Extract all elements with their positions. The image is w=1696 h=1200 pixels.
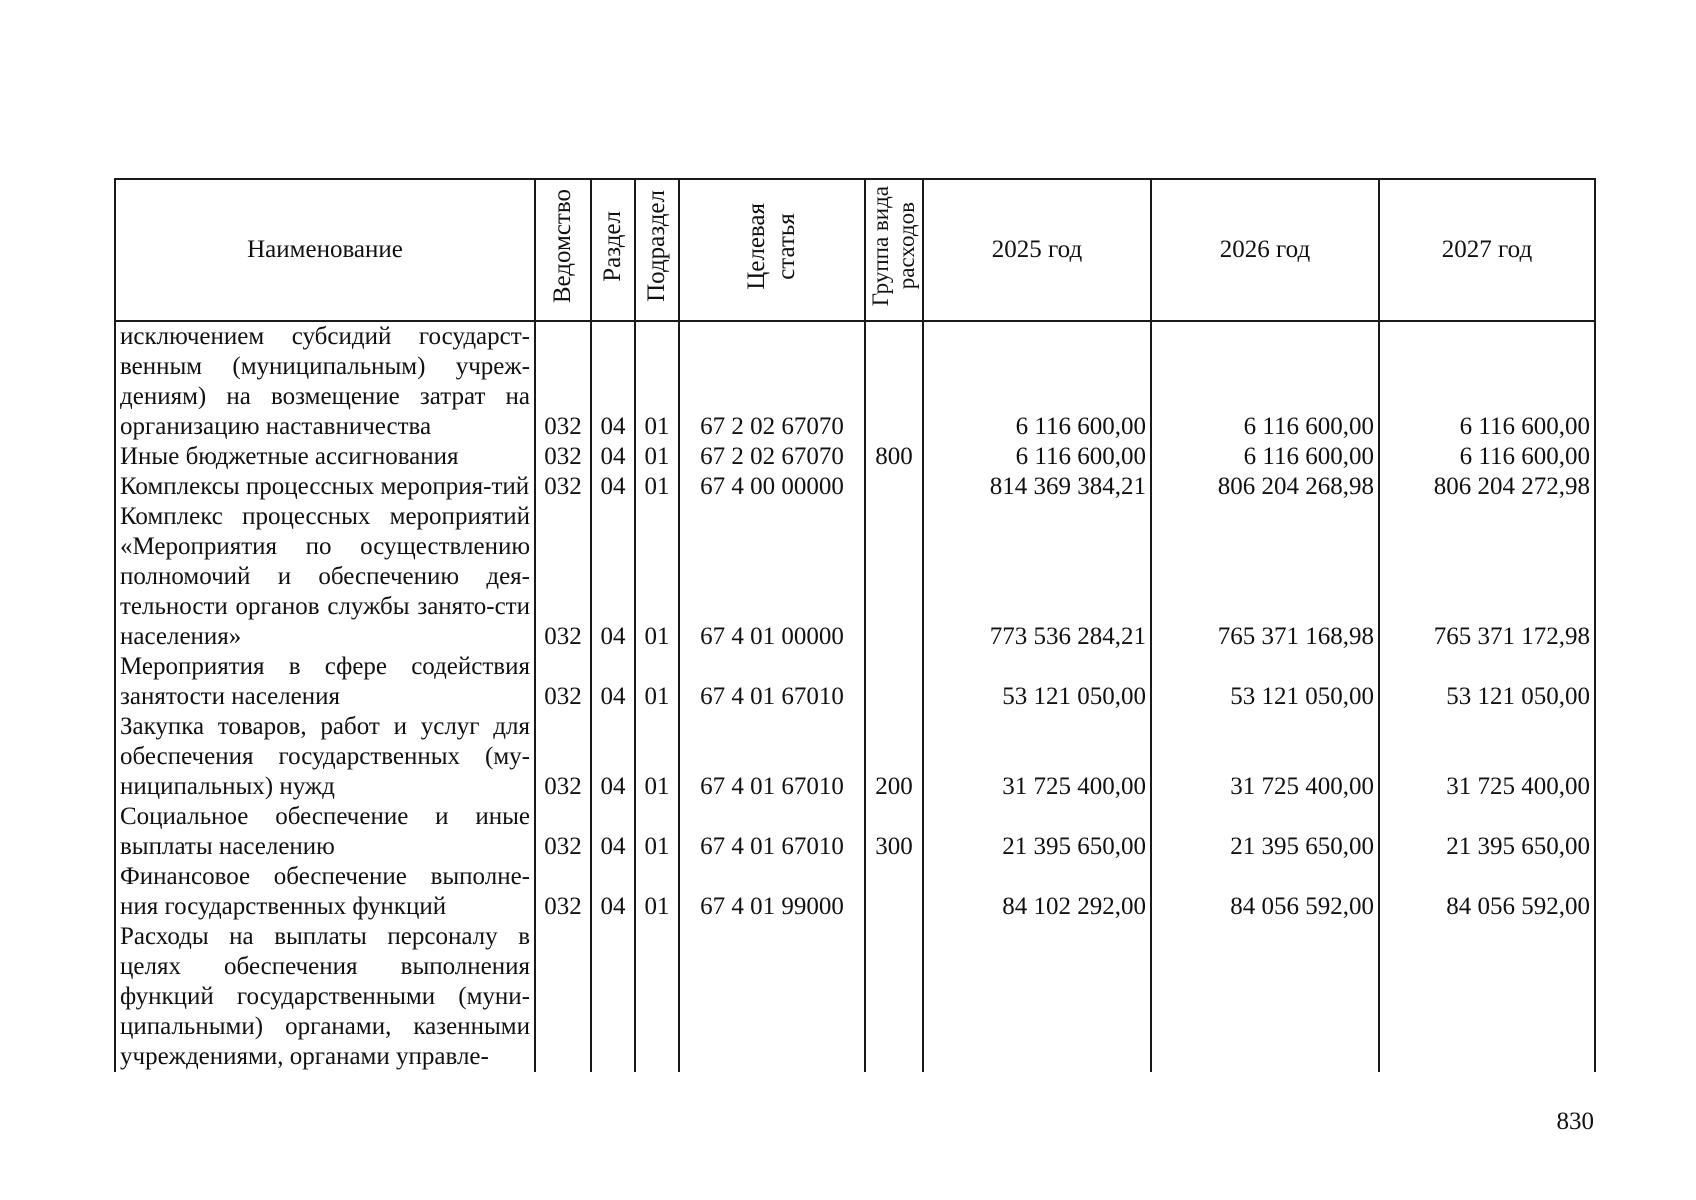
cell-target-article: 67 4 00 00000 [679, 472, 865, 502]
table-row [115, 472, 1595, 502]
cell-expense-group [865, 502, 923, 652]
cell-target-article [679, 922, 865, 1072]
cell-name: исключением субсидий государст-венным (муниципальным) учреж-дениям) на возмещение затрат на организацию наставничества [115, 321, 535, 442]
table-row [115, 802, 1595, 862]
cell-vedomstvo: 032 [535, 802, 591, 862]
cell-razdel: 04 [591, 652, 635, 712]
cell-expense-group [865, 922, 923, 1072]
page-number: 830 [1556, 1108, 1594, 1135]
header-podrazdel: Подраздел [635, 179, 679, 321]
cell-2025: 21 395 650,00 [923, 802, 1151, 862]
cell-2026: 31 725 400,00 [1151, 712, 1379, 802]
cell-podrazdel: 01 [635, 802, 679, 862]
cell-2025: 53 121 050,00 [923, 652, 1151, 712]
budget-table [114, 178, 1596, 1072]
cell-target-article: 67 4 01 67010 [679, 712, 865, 802]
cell-2025: 6 116 600,00 [923, 442, 1151, 472]
cell-name: Иные бюджетные ассигнования [115, 442, 535, 472]
cell-2026: 84 056 592,00 [1151, 862, 1379, 922]
cell-2026: 806 204 268,98 [1151, 472, 1379, 502]
cell-podrazdel: 01 [635, 321, 679, 442]
cell-2027: 765 371 172,98 [1379, 502, 1595, 652]
cell-2026: 765 371 168,98 [1151, 502, 1379, 652]
cell-podrazdel: 01 [635, 862, 679, 922]
cell-razdel: 04 [591, 321, 635, 442]
table-row [115, 922, 1595, 1072]
cell-expense-group: 800 [865, 442, 923, 472]
cell-2026: 21 395 650,00 [1151, 802, 1379, 862]
cell-2026: 6 116 600,00 [1151, 442, 1379, 472]
cell-razdel: 04 [591, 502, 635, 652]
cell-vedomstvo: 032 [535, 502, 591, 652]
cell-2026 [1151, 922, 1379, 1072]
cell-name: Закупка товаров, работ и услуг для обеспечения государственных (му-ниципальных) нужд [115, 712, 535, 802]
header-razdel: Раздел [591, 179, 635, 321]
cell-vedomstvo: 032 [535, 652, 591, 712]
header-2026: 2026 год [1151, 179, 1379, 321]
cell-razdel: 04 [591, 862, 635, 922]
cell-name: Комплексы процессных мероприя-тий [115, 472, 535, 502]
cell-podrazdel: 01 [635, 442, 679, 472]
cell-expense-group [865, 321, 923, 442]
cell-podrazdel [635, 922, 679, 1072]
table-row [115, 862, 1595, 922]
cell-2026: 53 121 050,00 [1151, 652, 1379, 712]
table-row [115, 712, 1595, 802]
table-header-row [115, 179, 1595, 321]
cell-name: Мероприятия в сфере содействия занятости населения [115, 652, 535, 712]
cell-2025: 773 536 284,21 [923, 502, 1151, 652]
cell-expense-group [865, 862, 923, 922]
cell-2027: 21 395 650,00 [1379, 802, 1595, 862]
cell-podrazdel: 01 [635, 502, 679, 652]
cell-name: Финансовое обеспечение выполне-ния государственных функций [115, 862, 535, 922]
header-name: Наименование [115, 179, 535, 321]
cell-vedomstvo: 032 [535, 321, 591, 442]
cell-name: Комплекс процессных мероприятий «Мероприятия по осуществлению полномочий и обеспечению дея-тельности органов службы занято-сти населения» [115, 502, 535, 652]
cell-podrazdel: 01 [635, 472, 679, 502]
cell-razdel: 04 [591, 442, 635, 472]
cell-razdel: 04 [591, 712, 635, 802]
cell-2027: 53 121 050,00 [1379, 652, 1595, 712]
cell-vedomstvo: 032 [535, 862, 591, 922]
cell-expense-group: 300 [865, 802, 923, 862]
cell-2025: 31 725 400,00 [923, 712, 1151, 802]
cell-name: Расходы на выплаты персоналу в целях обеспечения выполнения функций государственными (муни-ципальными) органами, казенными учреждениями, органами управле- [115, 922, 535, 1072]
cell-vedomstvo: 032 [535, 712, 591, 802]
cell-target-article: 67 4 01 00000 [679, 502, 865, 652]
cell-name: Социальное обеспечение и иные выплаты населению [115, 802, 535, 862]
cell-target-article: 67 4 01 67010 [679, 802, 865, 862]
cell-2027: 806 204 272,98 [1379, 472, 1595, 502]
cell-target-article: 67 4 01 67010 [679, 652, 865, 712]
cell-target-article: 67 4 01 99000 [679, 862, 865, 922]
cell-2025: 6 116 600,00 [923, 321, 1151, 442]
cell-expense-group [865, 652, 923, 712]
cell-2027: 6 116 600,00 [1379, 321, 1595, 442]
cell-target-article: 67 2 02 67070 [679, 321, 865, 442]
cell-2025: 814 369 384,21 [923, 472, 1151, 502]
cell-vedomstvo: 032 [535, 472, 591, 502]
header-vedomstvo: Ведомство [535, 179, 591, 321]
cell-2026: 6 116 600,00 [1151, 321, 1379, 442]
cell-vedomstvo [535, 922, 591, 1072]
table-body [115, 321, 1595, 1072]
cell-razdel: 04 [591, 472, 635, 502]
cell-target-article: 67 2 02 67070 [679, 442, 865, 472]
cell-expense-group: 200 [865, 712, 923, 802]
table-row [115, 321, 1595, 442]
cell-2027: 6 116 600,00 [1379, 442, 1595, 472]
cell-2027 [1379, 922, 1595, 1072]
cell-podrazdel: 01 [635, 712, 679, 802]
cell-2027: 31 725 400,00 [1379, 712, 1595, 802]
cell-razdel: 04 [591, 802, 635, 862]
header-target-article: Целевая статья [679, 179, 865, 321]
table-row [115, 502, 1595, 652]
header-2025: 2025 год [923, 179, 1151, 321]
cell-vedomstvo: 032 [535, 442, 591, 472]
cell-2025: 84 102 292,00 [923, 862, 1151, 922]
cell-2027: 84 056 592,00 [1379, 862, 1595, 922]
header-expense-group: Группа вида расходов [865, 179, 923, 321]
table-row [115, 652, 1595, 712]
cell-podrazdel: 01 [635, 652, 679, 712]
cell-razdel [591, 922, 635, 1072]
header-2027: 2027 год [1379, 179, 1595, 321]
cell-expense-group [865, 472, 923, 502]
cell-2025 [923, 922, 1151, 1072]
table-row [115, 442, 1595, 472]
